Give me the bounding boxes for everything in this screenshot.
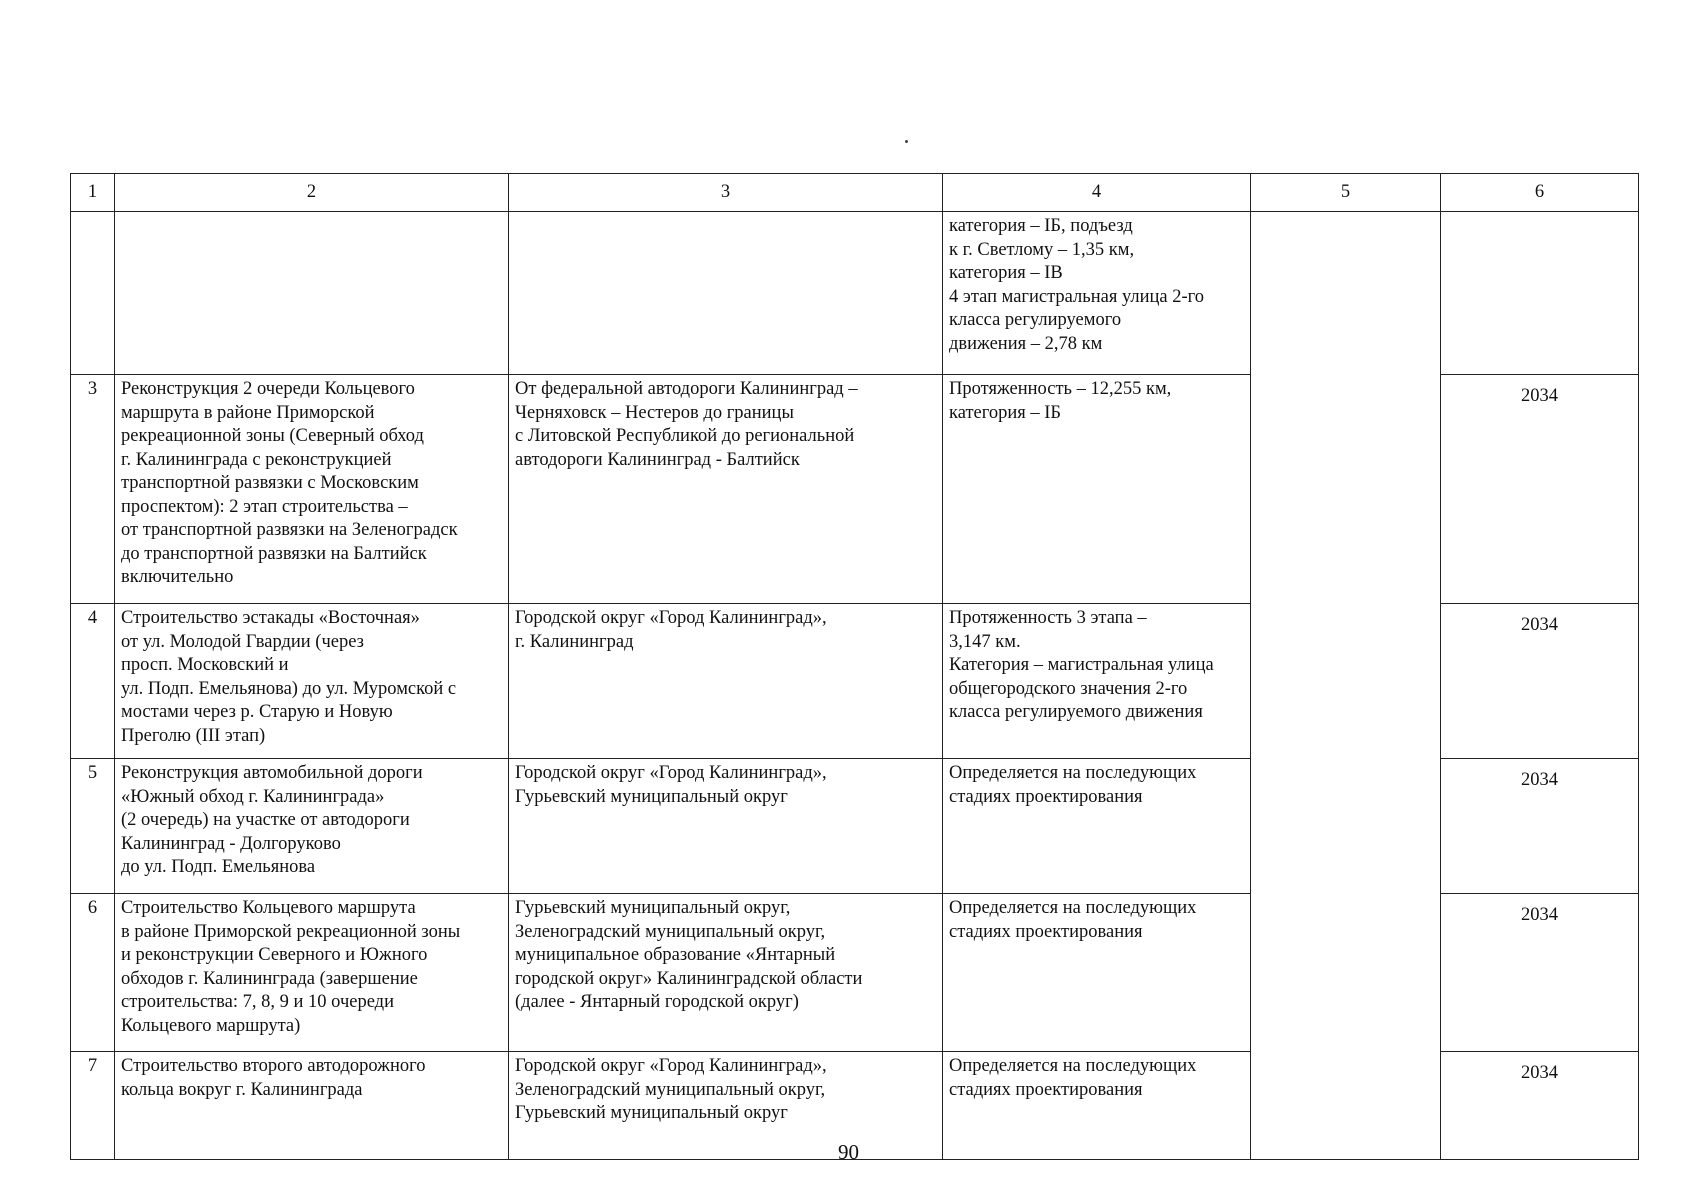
project-year: 2034 [1441, 1052, 1639, 1160]
project-characteristics: Протяженность – 12,255 км, категория – IБ [943, 375, 1251, 604]
project-location [509, 212, 943, 375]
header-cell-6: 6 [1441, 174, 1639, 212]
row-number: 6 [71, 894, 115, 1052]
project-characteristics: Определяется на последующих стадиях проектирования [943, 759, 1251, 894]
row-number: 7 [71, 1052, 115, 1160]
header-cell-3: 3 [509, 174, 943, 212]
project-year: 2034 [1441, 375, 1639, 604]
project-name: Реконструкция 2 очереди Кольцевого маршрута в районе Приморской рекреационной зоны (Северный обход г. Калининграда с реконструкцией транспортной развязки с Московским проспектом): 2 этап строительства – от транспортной развязки на Зеленоградск до транспортной развязки на Балтийск включительно [115, 375, 509, 604]
projects-table [70, 173, 1639, 1160]
project-year: 2034 [1441, 759, 1639, 894]
header-cell-2: 2 [115, 174, 509, 212]
table-row-continuation [71, 212, 1639, 375]
project-location: Городской округ «Город Калининград», г. Калининград [509, 604, 943, 759]
project-name: Строительство Кольцевого маршрута в районе Приморской рекреационной зоны и реконструкции Северного и Южного обходов г. Калининграда (завершение строительства: 7, 8, 9 и 10 очереди Кольцевого маршрута) [115, 894, 509, 1052]
project-name [115, 212, 509, 375]
header-cell-5: 5 [1251, 174, 1441, 212]
project-year: 2034 [1441, 894, 1639, 1052]
column-5-merged-cell [1251, 212, 1441, 1160]
row-number: 4 [71, 604, 115, 759]
project-location: Гурьевский муниципальный округ, Зеленоградский муниципальный округ, муниципальное образование «Янтарный городской округ» Калининградской области (далее - Янтарный городской округ) [509, 894, 943, 1052]
header-row [71, 174, 1639, 212]
project-location: Городской округ «Город Калининград», Зеленоградский муниципальный округ, Гурьевский муниципальный округ [509, 1052, 943, 1160]
row-number [71, 212, 115, 375]
project-location: От федеральной автодороги Калининград – Черняховск – Нестеров до границы с Литовской Республикой до региональной автодороги Калининград - Балтийск [509, 375, 943, 604]
project-name: Строительство эстакады «Восточная» от ул. Молодой Гвардии (через просп. Московский и ул. Подп. Емельянова) до ул. Муромской с мостами через р. Старую и Новую Преголю (III этап) [115, 604, 509, 759]
project-characteristics: категория – IБ, подъезд к г. Светлому – 1,35 км, категория – IВ 4 этап магистральная улица 2-го класса регулируемого движения – 2,78 км [943, 212, 1251, 375]
project-location: Городской округ «Город Калининград», Гурьевский муниципальный округ [509, 759, 943, 894]
row-number: 5 [71, 759, 115, 894]
header-cell-1: 1 [71, 174, 115, 212]
project-name: Реконструкция автомобильной дороги «Южный обход г. Калининграда» (2 очередь) на участке от автодороги Калининград - Долгоруково до ул. Подп. Емельянова [115, 759, 509, 894]
project-name: Строительство второго автодорожного кольца вокруг г. Калининграда [115, 1052, 509, 1160]
page-number: 90 [838, 1140, 859, 1164]
project-characteristics: Протяженность 3 этапа – 3,147 км. Категория – магистральная улица общегородского значения 2-го класса регулируемого движения [943, 604, 1251, 759]
row-number: 3 [71, 375, 115, 604]
project-characteristics: Определяется на последующих стадиях проектирования [943, 1052, 1251, 1160]
header-cell-4: 4 [943, 174, 1251, 212]
scan-artifact-dot [905, 140, 908, 143]
project-characteristics: Определяется на последующих стадиях проектирования [943, 894, 1251, 1052]
project-year [1441, 212, 1639, 375]
project-year: 2034 [1441, 604, 1639, 759]
